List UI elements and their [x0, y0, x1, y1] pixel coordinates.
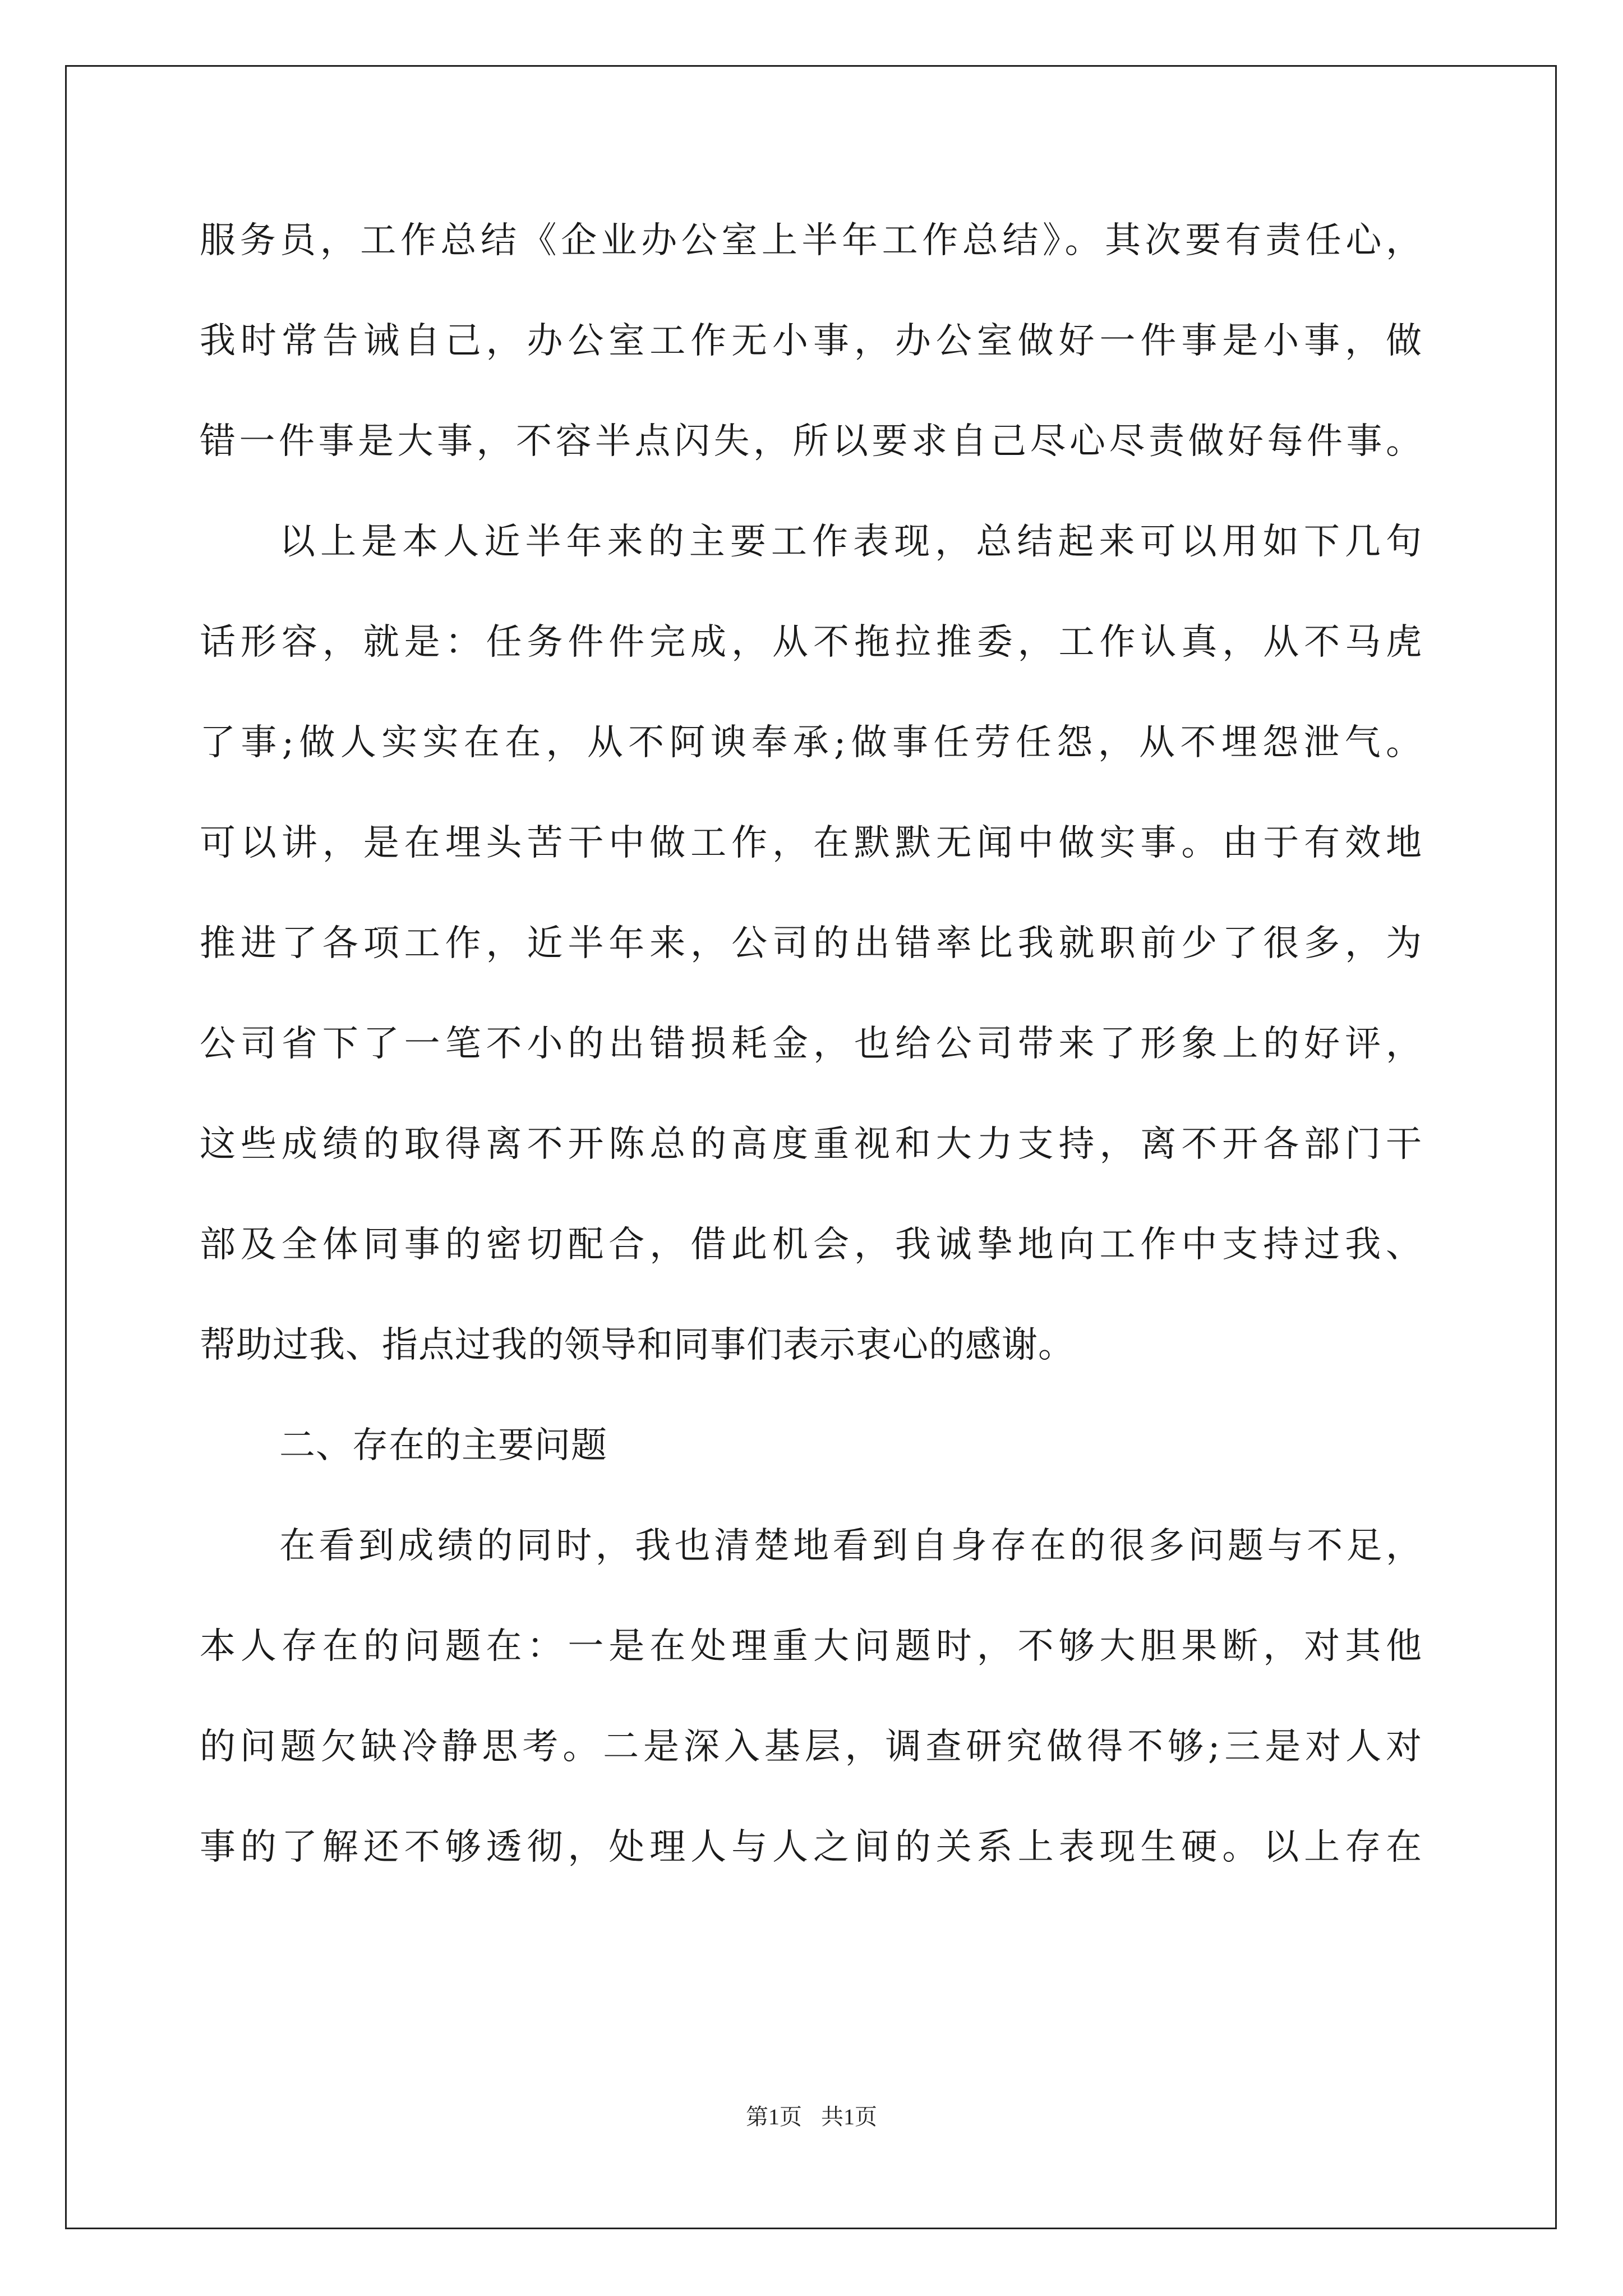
page-total: 共1页: [821, 2104, 877, 2129]
text-line: 推进了各项工作，近半年来，公司的出错率比我就职前少了很多，为: [200, 923, 1422, 964]
text-line: 的问题欠缺冷静思考。二是深入基层，调查研究做得不够;三是对人对: [200, 1726, 1422, 1768]
paragraph-first-line: 在看到成绩的同时，我也清楚地看到自身存在的很多问题与不足，: [279, 1525, 1422, 1567]
text-line: 这些成绩的取得离不开陈总的高度重视和大力支持，离不开各部门干: [200, 1124, 1422, 1165]
page-number: 第1页: [746, 2104, 802, 2129]
text-line: 错一件事是大事，不容半点闪失，所以要求自己尽心尽责做好每件事。: [200, 421, 1422, 462]
section-heading: 二、存在的主要问题: [279, 1425, 607, 1466]
text-line: 事的了解还不够透彻，处理人与人之间的关系上表现生硬。以上存在: [200, 1826, 1422, 1868]
paragraph-last-line: 帮助过我、指点过我的领导和同事们表示衷心的感谢。: [200, 1324, 1075, 1366]
text-line: 服务员，工作总结《企业办公室上半年工作总结》。其次要有责任心，: [200, 220, 1422, 261]
text-line: 本人存在的问题在：一是在处理重大问题时，不够大胆果断，对其他: [200, 1626, 1422, 1667]
text-line: 可以讲，是在埋头苦干中做工作，在默默无闻中做实事。由于有效地: [200, 822, 1422, 864]
paragraph-first-line: 以上是本人近半年来的主要工作表现，总结起来可以用如下几句: [279, 521, 1422, 563]
text-line: 我时常告诫自己，办公室工作无小事，办公室做好一件事是小事，做: [200, 320, 1422, 362]
page-footer: [0, 2099, 1623, 2131]
text-line: 部及全体同事的密切配合，借此机会，我诚挚地向工作中支持过我、: [200, 1224, 1422, 1266]
text-line: 了事;做人实实在在，从不阿谀奉承;做事任劳任怨，从不埋怨泄气。: [200, 722, 1422, 763]
document-body: [200, 191, 1422, 1898]
text-line: 话形容，就是：任务件件完成，从不拖拉推委，工作认真，从不马虎: [200, 622, 1422, 663]
text-line: 公司省下了一笔不小的出错损耗金，也给公司带来了形象上的好评，: [200, 1023, 1422, 1065]
